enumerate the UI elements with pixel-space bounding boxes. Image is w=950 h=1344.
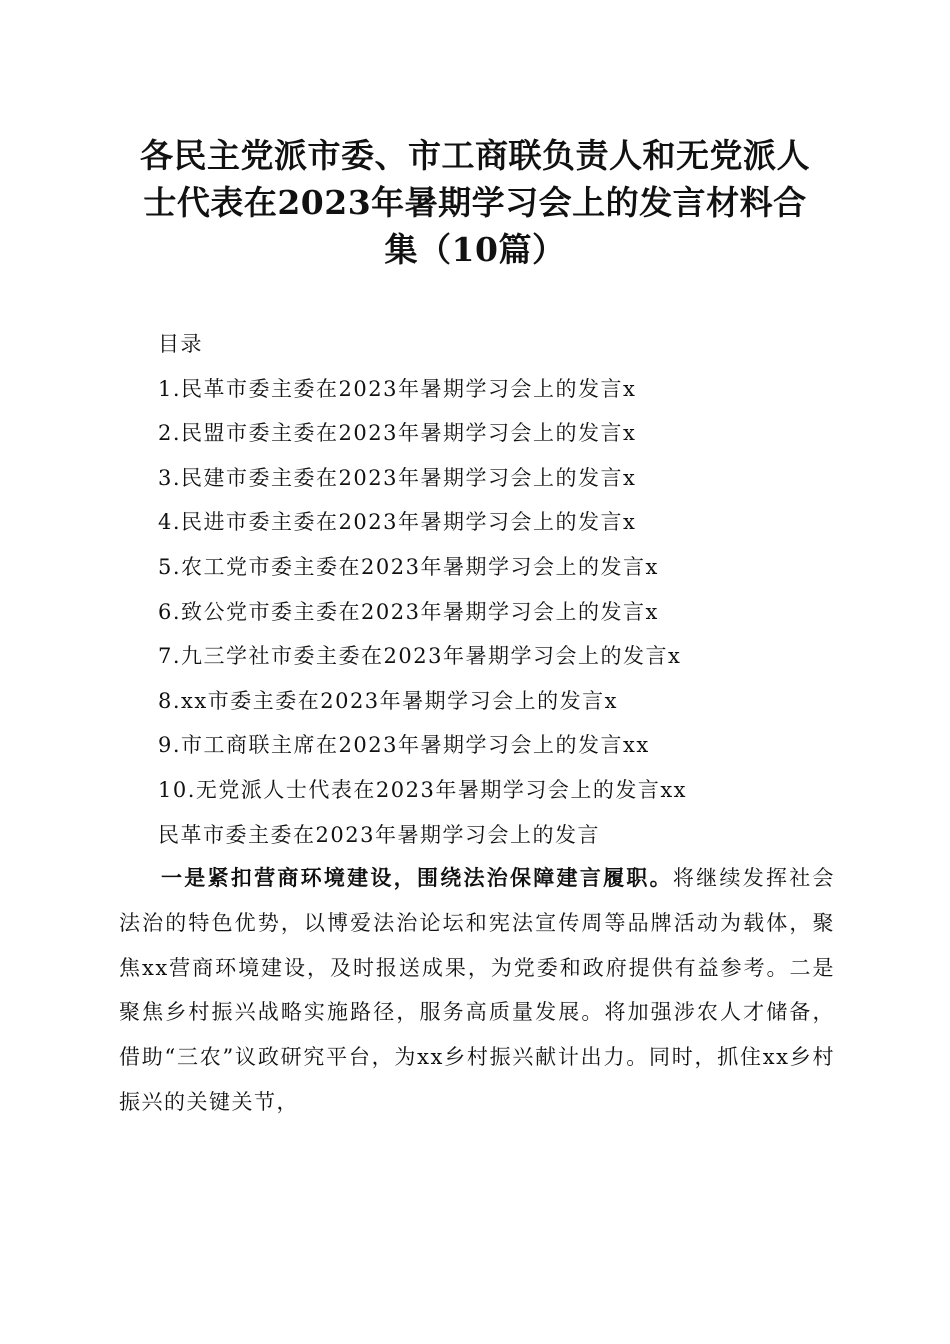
- toc-item: 2.民盟市委主委在2023年暑期学习会上的发言x: [158, 421, 637, 446]
- paragraph-rest: 将继续发挥社会法治的特色优势，以博爱法治论坛和宪法宣传周等品牌活动为载体，聚焦xx营商环境建设，及时报送成果，为党委和政府提供有益参考。二是聚焦乡村振兴战略实施路径，服务高质量发展。将加强涉农人才储备，借助“三农”议政研究平台，为xx乡村振兴献计出力。同时，抓住xx乡村振兴的关键关节，: [119, 866, 836, 1114]
- title-line-1: 各民主党派市委、市工商联负责人和无党派人: [140, 136, 810, 175]
- toc-item: 5.农工党市委主委在2023年暑期学习会上的发言x: [158, 554, 659, 579]
- title-line-2: 士代表在2023年暑期学习会上的发言材料合: [143, 183, 807, 222]
- body-text: [119, 856, 835, 1125]
- title-line-3: 集（10篇）: [384, 230, 566, 269]
- toc-item: 10.无党派人士代表在2023年暑期学习会上的发言xx: [158, 777, 688, 802]
- toc-item: 1.民革市委主委在2023年暑期学习会上的发言x: [158, 376, 637, 401]
- body-paragraph: [119, 856, 835, 1125]
- toc-item: 9.市工商联主席在2023年暑期学习会上的发言xx: [158, 733, 650, 758]
- document-title: [100, 132, 850, 273]
- toc-item: 7.九三学社市委主委在2023年暑期学习会上的发言x: [158, 644, 682, 669]
- toc-heading: 目录: [158, 332, 203, 356]
- table-of-contents: [158, 322, 858, 857]
- toc-item: 3.民建市委主委在2023年暑期学习会上的发言x: [158, 465, 637, 490]
- toc-item: 6.致公党市委主委在2023年暑期学习会上的发言x: [158, 599, 659, 624]
- toc-item: 8.xx市委主委在2023年暑期学习会上的发言x: [158, 688, 619, 713]
- section-heading: 民革市委主委在2023年暑期学习会上的发言: [158, 822, 600, 847]
- paragraph-lead: 一是紧扣营商环境建设，围绕法治保障建言履职。: [161, 865, 673, 890]
- toc-item: 4.民进市委主委在2023年暑期学习会上的发言x: [158, 510, 637, 535]
